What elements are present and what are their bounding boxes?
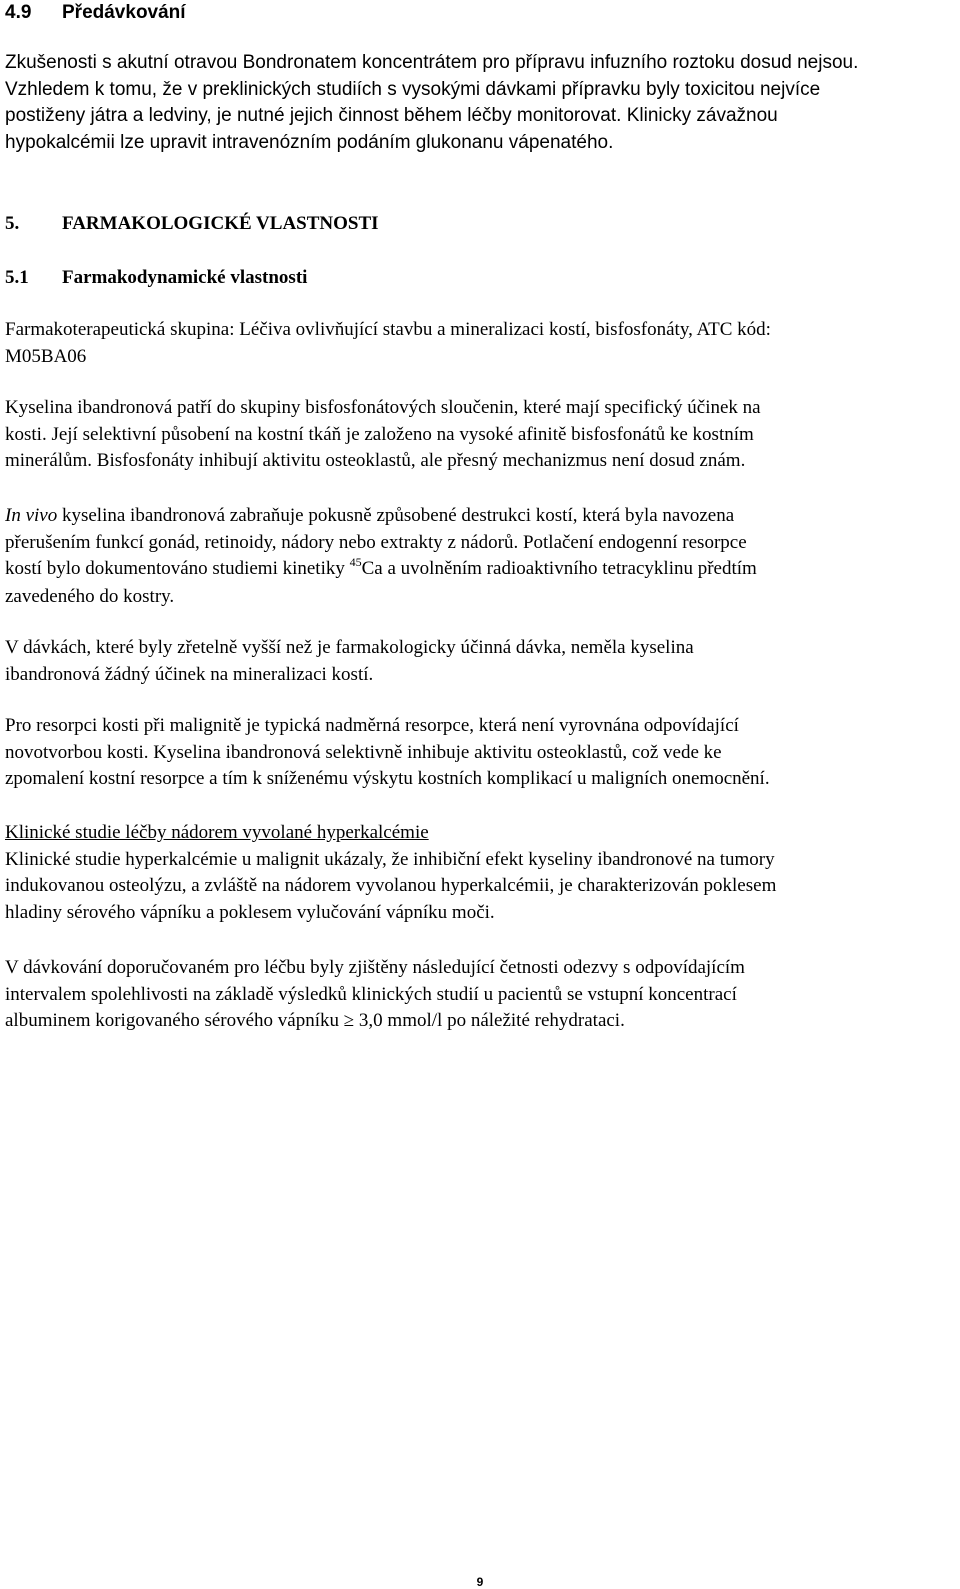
text-line: V dávkách, které byly zřetelně vyšší než je farmakologicky účinná dávka, neměla kyselina xyxy=(5,637,694,658)
section-5-1-heading xyxy=(5,266,955,290)
atc-paragraph xyxy=(5,317,955,370)
text-line: Vzhledem k tomu, že v preklinických studiích s vysokými dávkami přípravku byly toxicitou nejvíce xyxy=(5,78,821,100)
section-title: FARMAKOLOGICKÉ VLASTNOSTI xyxy=(62,213,379,234)
text-line xyxy=(5,556,955,584)
section-number: 5. xyxy=(5,213,20,234)
text-line: přerušením funkcí gonád, retinoidy, nádory nebo extrakty z nádorů. Potlačení endogenní resorpce xyxy=(5,531,747,553)
text-line: kosti. Její selektivní působení na kostní tkáň je založeno na vysoké afinitě bisfosfonátů ke kostním xyxy=(5,423,754,445)
text-line: novotvorbou kosti. Kyselina ibandronová selektivně inhibuje aktivitu osteoklastů, což vede ke xyxy=(5,741,722,763)
mechanism-paragraph xyxy=(5,395,955,475)
text-line: Farmakoterapeutická skupina: Léčiva ovlivňující stavbu a mineralizaci kostí, bisfosfonáty, ATC kód: xyxy=(5,319,771,340)
text-line: Pro resorpci kosti při malignitě je typická nadměrná resorpce, která není vyrovnána odpovídající xyxy=(5,715,739,736)
text-line: albuminem korigovaného sérového vápníku ≥ 3,0 mmol/l po náležité rehydrataci. xyxy=(5,1010,625,1031)
overdose-paragraph xyxy=(5,50,955,156)
text-line: M05BA06 xyxy=(5,345,87,367)
text-line: hypokalcémii lze upravit intravenózním podáním glukonanu vápenatého. xyxy=(5,131,614,153)
text-line xyxy=(5,503,955,530)
subsection-heading: Klinické studie léčby nádorem vyvolané hyperkalcémie xyxy=(5,822,429,843)
section-4-9-heading xyxy=(5,1,955,25)
text-line: zavedeného do kostry. xyxy=(5,585,175,607)
superscript: 45 xyxy=(349,555,362,569)
text-line: hladiny sérového vápníku a poklesem vylučování vápníku moči. xyxy=(5,901,495,923)
text-line: zpomalení kostní resorpce a tím k sníženému výskytu kostních komplikací u maligních onemocnění. xyxy=(5,768,770,789)
text-line: postiženy játra a ledviny, je nutné jejich činnost během léčby monitorovat. Klinicky závažnou xyxy=(5,105,778,126)
text-line: intervalem spolehlivosti na základě výsledků klinických studií u pacientů se vstupní koncentrací xyxy=(5,983,737,1005)
text-span: Ca a uvolněním radioaktivního tetracyklinu předtím xyxy=(361,558,757,579)
clinical-studies-paragraph xyxy=(5,820,955,926)
section-number: 5.1 xyxy=(5,267,29,288)
dose-paragraph xyxy=(5,635,955,688)
text-span: kyselina ibandronová zabraňuje pokusně způsobené destrukci kostí, která byla navozena xyxy=(57,505,735,526)
text-line: ibandronová žádný účinek na mineralizaci kostí. xyxy=(5,663,374,685)
section-title: Farmakodynamické vlastnosti xyxy=(62,267,308,288)
section-5-heading xyxy=(5,212,955,236)
text-line: minerálům. Bisfosfonáty inhibují aktivitu osteoklastů, ale přesný mechanizmus není dosud znám. xyxy=(5,450,746,471)
text-line: Kyselina ibandronová patří do skupiny bisfosfonátových sloučenin, které mají specifický účinek na xyxy=(5,397,761,418)
section-title: Předávkování xyxy=(62,2,186,23)
text-line: indukovanou osteolýzu, a zvláště na nádorem vyvolanou hyperkalcémii, je charakterizován poklesem xyxy=(5,875,777,896)
page-number: 9 xyxy=(476,1575,484,1589)
text-line: Zkušenosti s akutní otravou Bondronatem koncentrátem pro přípravu infuzního roztoku dosud nejsou. xyxy=(5,52,859,73)
section-number: 4.9 xyxy=(5,2,32,23)
text-line: Klinické studie hyperkalcémie u malignit ukázaly, že inhibiční efekt kyseliny ibandronové na tumory xyxy=(5,848,775,870)
text-span: kostí bylo dokumentováno studiemi kinetiky xyxy=(5,558,350,579)
resorption-paragraph xyxy=(5,713,955,793)
response-rates-paragraph xyxy=(5,955,955,1035)
text-line: V dávkování doporučovaném pro léčbu byly zjištěny následující četnosti odezvy s odpovídajícím xyxy=(5,957,745,978)
in-vivo-paragraph xyxy=(5,503,955,610)
italic-text: In vivo xyxy=(5,505,58,526)
